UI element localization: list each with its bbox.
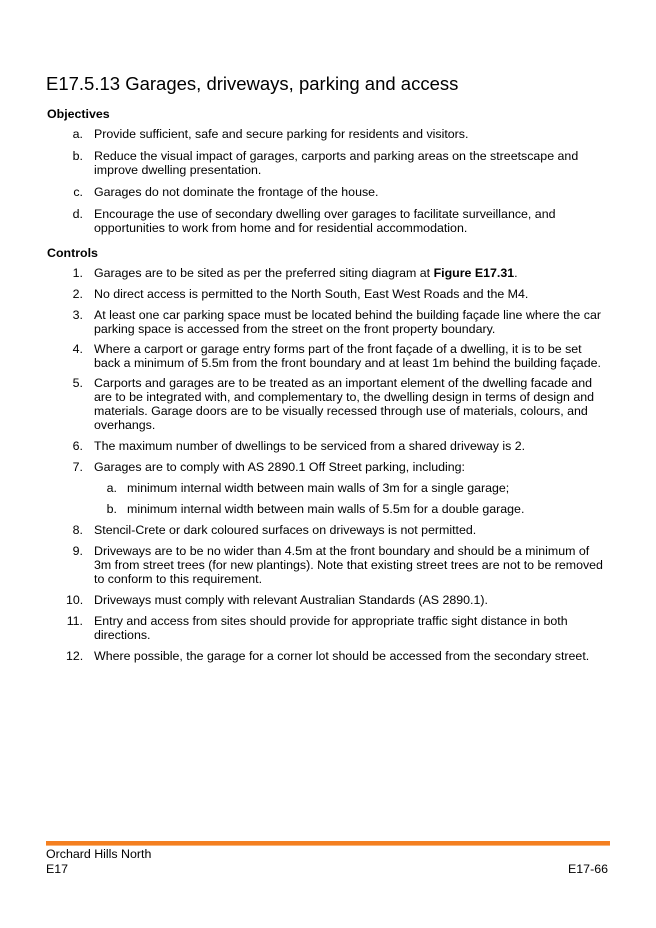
list-marker: 9. bbox=[72, 544, 83, 558]
control-text: Driveways must comply with relevant Australian Standards (AS 2890.1). bbox=[94, 593, 488, 607]
list-marker: 11. bbox=[66, 614, 83, 628]
list-marker: b. bbox=[72, 149, 83, 163]
objective-item-d bbox=[0, 207, 656, 235]
control-text bbox=[94, 266, 608, 280]
objective-item-a bbox=[0, 127, 656, 141]
footer-rule-shadow bbox=[46, 845, 610, 846]
list-marker: c. bbox=[73, 185, 83, 199]
list-marker: 4. bbox=[72, 342, 83, 356]
figure-reference: Figure E17.31 bbox=[433, 266, 515, 280]
control-text: Stencil-Crete or dark coloured surfaces on driveways is not permitted. bbox=[94, 523, 477, 537]
list-marker: 7. bbox=[72, 460, 83, 474]
control-item-4 bbox=[0, 342, 656, 370]
objectives-heading: Objectives bbox=[47, 107, 110, 121]
control-item-9 bbox=[0, 544, 656, 586]
control-text: Entry and access from sites should provide for appropriate traffic sight distance in both directions. bbox=[94, 614, 568, 642]
list-marker: a. bbox=[72, 127, 83, 141]
controls-list bbox=[0, 266, 656, 663]
list-marker: 5. bbox=[72, 376, 83, 390]
objective-text: Garages do not dominate the frontage of the house. bbox=[94, 185, 379, 199]
list-marker: 6. bbox=[72, 439, 83, 453]
list-marker: b. bbox=[106, 502, 117, 516]
list-marker: d. bbox=[72, 207, 83, 221]
control-text: The maximum number of dwellings to be serviced from a shared driveway is 2. bbox=[94, 439, 526, 453]
objective-text: Reduce the visual impact of garages, carports and parking areas on the streetscape and improve dwelling presentation. bbox=[94, 149, 579, 177]
list-marker: 1. bbox=[72, 266, 83, 280]
control-text: Driveways are to be no wider than 4.5m at the front boundary and should be a minimum of 3m from street trees (for new plantings). Note that existing street trees are not to be removed to conform to this requirement. bbox=[94, 544, 603, 586]
footer-page-number: E17-66 bbox=[568, 862, 608, 876]
control-item-7 bbox=[0, 460, 656, 474]
control-text-lead: Garages are to be sited as per the preferred siting diagram at bbox=[94, 266, 434, 280]
control-item-10 bbox=[0, 593, 656, 607]
objectives-list bbox=[0, 127, 656, 235]
footer-document-name: Orchard Hills North bbox=[46, 847, 152, 861]
control-item-2 bbox=[0, 287, 656, 301]
objective-item-b bbox=[0, 149, 656, 177]
list-marker: 8. bbox=[72, 523, 83, 537]
control-item-1 bbox=[0, 266, 656, 280]
list-marker: 10. bbox=[66, 593, 84, 607]
control-item-3 bbox=[0, 308, 656, 336]
control-text: minimum internal width between main walls of 5.5m for a double garage. bbox=[127, 502, 525, 516]
controls-heading: Controls bbox=[47, 246, 98, 260]
control-item-8 bbox=[0, 523, 656, 537]
control-text: No direct access is permitted to the North South, East West Roads and the M4. bbox=[94, 287, 529, 301]
list-marker: a. bbox=[106, 481, 117, 495]
control-text: Garages are to comply with AS 2890.1 Off Street parking, including: bbox=[94, 460, 466, 474]
objective-item-c bbox=[0, 185, 656, 199]
control-text-end: . bbox=[514, 266, 518, 280]
list-marker: 2. bbox=[72, 287, 83, 301]
list-marker: 3. bbox=[72, 308, 83, 322]
objective-text: Encourage the use of secondary dwelling over garages to facilitate surveillance, and opportunities to work from home and for residential accommodation. bbox=[94, 207, 556, 235]
control-item-5 bbox=[0, 376, 656, 432]
control-text: minimum internal width between main walls of 3m for a single garage; bbox=[127, 481, 510, 495]
footer-chapter: E17 bbox=[46, 862, 69, 876]
control-text: Where possible, the garage for a corner lot should be accessed from the secondary street. bbox=[94, 649, 590, 663]
list-marker: 12. bbox=[66, 649, 84, 663]
objective-text: Provide sufficient, safe and secure parking for residents and visitors. bbox=[94, 127, 469, 141]
control-subitem-a bbox=[0, 481, 656, 495]
control-subitem-b bbox=[0, 502, 656, 516]
control-text: Where a carport or garage entry forms part of the front façade of a dwelling, it is to be set back a minimum of 5.5m from the front boundary and at least 1m behind the building façade. bbox=[94, 342, 601, 370]
page-title: E17.5.13 Garages, driveways, parking and access bbox=[46, 73, 459, 94]
control-text: Carports and garages are to be treated as an important element of the dwelling facade and are to be integrated with, and complementary to, the dwelling design in terms of design and materials. Garage doors are to be visually recessed through use of materials, colours, and overhangs. bbox=[94, 376, 595, 432]
control-item-11 bbox=[0, 614, 656, 642]
control-item-12 bbox=[0, 649, 656, 663]
control-item-6 bbox=[0, 439, 656, 453]
control-text: At least one car parking space must be located behind the building façade line where the car parking space is accessed from the street on the front property boundary. bbox=[94, 308, 601, 336]
